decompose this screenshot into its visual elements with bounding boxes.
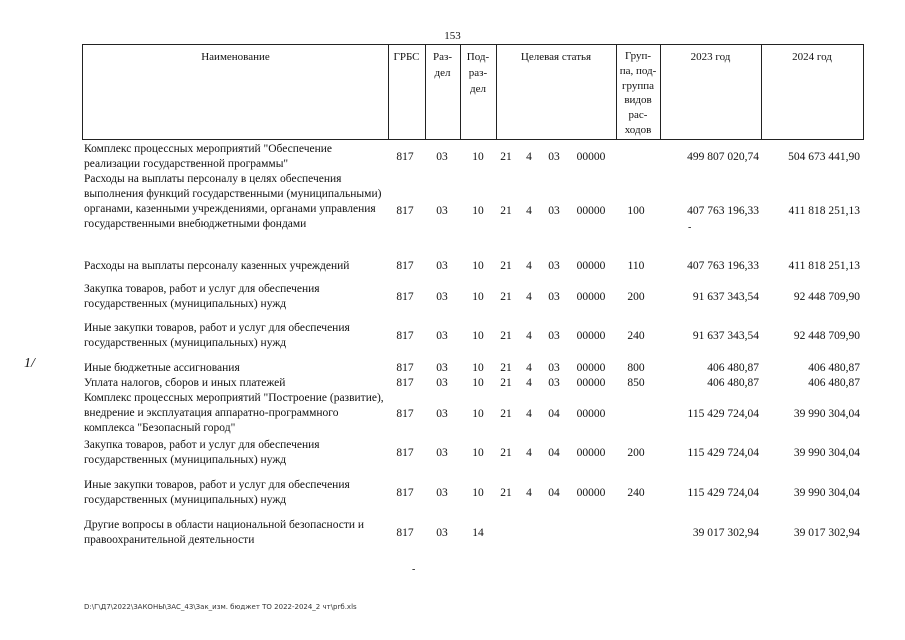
cell-t2: 4 <box>526 487 532 499</box>
header-2024: 2024 год <box>792 51 832 63</box>
cell-y2024: 406 480,87 <box>808 377 860 389</box>
row-name: Закупка товаров, работ и услуг для обеспечения государственных (муниципальных) нужд <box>84 439 320 466</box>
cell-podrazdel: 10 <box>472 487 484 499</box>
cell-y2023: 115 429 724,04 <box>687 487 759 499</box>
cell-t4: 00000 <box>576 377 606 389</box>
cell-y2023: 91 637 343,54 <box>692 330 759 342</box>
cell-t4: 00000 <box>576 362 606 374</box>
row-name: Закупка товаров, работ и услуг для обеспечения государственных (муниципальных) нужд <box>84 283 320 310</box>
cell-t1: 21 <box>500 330 512 342</box>
row-name: Расходы на выплаты персоналу казенных учреждений <box>84 260 350 272</box>
row-name: Комплекс процессных мероприятий "Построение (развитие), внедрение и эксплуатация аппаратно-программного комплекса "Безопасный город" <box>84 392 384 434</box>
cell-t4: 00000 <box>576 330 606 342</box>
header-2023: 2023 год <box>690 51 731 63</box>
cell-podrazdel: 10 <box>472 408 484 420</box>
margin-mark: 1/ <box>24 356 35 371</box>
cell-grbs: 817 <box>396 377 414 389</box>
cell-t3: 03 <box>548 330 560 342</box>
table-row <box>0 518 905 548</box>
cell-y2024: 39 990 304,04 <box>793 408 860 420</box>
cell-t3: 03 <box>548 377 560 389</box>
cell-grbs: 817 <box>396 408 414 420</box>
cell-y2023: 406 480,87 <box>707 362 759 374</box>
cell-group: 200 <box>627 447 645 459</box>
cell-t2: 4 <box>526 362 532 374</box>
cell-t1: 21 <box>500 260 512 272</box>
row-name: Иные закупки товаров, работ и услуг для обеспечения государственных (муниципальных) нужд <box>84 322 350 349</box>
header-podrazdel: Под- раз- дел <box>466 51 490 95</box>
row-name: Иные закупки товаров, работ и услуг для обеспечения государственных (муниципальных) нужд <box>84 479 350 506</box>
cell-podrazdel: 10 <box>472 205 484 217</box>
cell-t1: 21 <box>500 205 512 217</box>
cell-y2023: 91 637 343,54 <box>692 291 759 303</box>
cell-grbs: 817 <box>396 487 414 499</box>
cell-y2023: 407 763 196,33 <box>687 260 759 272</box>
table-row <box>0 172 905 250</box>
cell-t2: 4 <box>526 260 532 272</box>
table-row <box>0 142 905 172</box>
cell-y2023: 115 429 724,04 <box>687 447 759 459</box>
cell-group: 850 <box>627 377 645 389</box>
cell-t2: 4 <box>526 151 532 163</box>
cell-t4: 00000 <box>576 487 606 499</box>
cell-y2024: 92 448 709,90 <box>793 291 860 303</box>
row-name: Расходы на выплаты персоналу в целях обеспечения выполнения функций государственными (муниципальными) органами, казенными учреждениями, органами управления государственными внебюджетными фондами <box>84 173 382 230</box>
cell-y2024: 504 673 441,90 <box>788 151 860 163</box>
cell-t1: 21 <box>500 377 512 389</box>
row-name: Иные бюджетные ассигнования <box>84 362 240 374</box>
cell-t1: 21 <box>500 362 512 374</box>
cell-grbs: 817 <box>396 362 414 374</box>
cell-t1: 21 <box>500 408 512 420</box>
cell-t2: 4 <box>526 447 532 459</box>
cell-t4: 00000 <box>576 291 606 303</box>
cell-t3: 04 <box>548 408 560 420</box>
cell-y2024: 39 017 302,94 <box>793 527 860 539</box>
cell-razdel: 03 <box>436 408 448 420</box>
cell-t3: 03 <box>548 151 560 163</box>
cell-y2024: 92 448 709,90 <box>793 330 860 342</box>
cell-t1: 21 <box>500 487 512 499</box>
cell-y2024: 411 818 251,13 <box>788 260 860 272</box>
cell-grbs: 817 <box>396 447 414 459</box>
cell-y2024: 39 990 304,04 <box>793 447 860 459</box>
table-header <box>82 44 864 140</box>
table-row <box>0 259 905 274</box>
cell-y2023: 406 480,87 <box>707 377 759 389</box>
cell-grbs: 817 <box>396 330 414 342</box>
cell-grbs: 817 <box>396 291 414 303</box>
header-name: Наименование <box>201 51 270 63</box>
cell-t1: 21 <box>500 447 512 459</box>
cell-group: 110 <box>627 260 645 272</box>
cell-t3: 03 <box>548 291 560 303</box>
row-name: Комплекс процессных мероприятий "Обеспечение реализации государственной программы" <box>84 143 333 170</box>
cell-razdel: 03 <box>436 205 448 217</box>
cell-podrazdel: 10 <box>472 447 484 459</box>
cell-razdel: 03 <box>436 487 448 499</box>
table-row <box>0 391 905 437</box>
cell-grbs: 817 <box>396 527 414 539</box>
cell-razdel: 03 <box>436 527 448 539</box>
cell-t3: 03 <box>548 362 560 374</box>
table-row <box>0 438 905 468</box>
cell-razdel: 03 <box>436 260 448 272</box>
table-row <box>0 361 905 376</box>
cell-y2024: 411 818 251,13 <box>788 205 860 217</box>
cell-t3: 03 <box>548 260 560 272</box>
cell-y2023: 407 763 196,33 <box>687 205 759 217</box>
cell-t4: 00000 <box>576 151 606 163</box>
cell-t4: 00000 <box>576 447 606 459</box>
cell-t4: 00000 <box>576 408 606 420</box>
cell-t3: 03 <box>548 205 560 217</box>
cell-t2: 4 <box>526 205 532 217</box>
cell-t4: 00000 <box>576 205 606 217</box>
cell-razdel: 03 <box>436 447 448 459</box>
cell-grbs: 817 <box>396 151 414 163</box>
cell-podrazdel: 10 <box>472 362 484 374</box>
cell-group: 240 <box>627 330 645 342</box>
cell-t2: 4 <box>526 408 532 420</box>
cell-t3: 04 <box>548 487 560 499</box>
cell-t1: 21 <box>500 151 512 163</box>
cell-t2: 4 <box>526 330 532 342</box>
cell-t2: 4 <box>526 291 532 303</box>
cell-t1: 21 <box>500 291 512 303</box>
header-razdel: Раз- дел <box>432 51 452 79</box>
cell-podrazdel: 10 <box>472 260 484 272</box>
cell-razdel: 03 <box>436 377 448 389</box>
table-row <box>0 376 905 391</box>
cell-podrazdel: 10 <box>472 151 484 163</box>
row-name: Уплата налогов, сборов и иных платежей <box>84 377 286 389</box>
cell-y2023: 39 017 302,94 <box>692 527 759 539</box>
cell-razdel: 03 <box>436 330 448 342</box>
cell-podrazdel: 10 <box>472 291 484 303</box>
header-target: Целевая статья <box>520 51 592 63</box>
cell-grbs: 817 <box>396 205 414 217</box>
table-row <box>0 478 905 508</box>
stray-mark: - <box>688 222 692 233</box>
cell-razdel: 03 <box>436 362 448 374</box>
stray-mark: - <box>412 564 416 575</box>
cell-group: 800 <box>627 362 645 374</box>
cell-razdel: 03 <box>436 151 448 163</box>
cell-group: 100 <box>627 205 645 217</box>
cell-t3: 04 <box>548 447 560 459</box>
cell-t4: 00000 <box>576 260 606 272</box>
cell-y2023: 115 429 724,04 <box>687 408 759 420</box>
cell-y2024: 406 480,87 <box>808 362 860 374</box>
page-number: 153 <box>444 30 461 42</box>
cell-podrazdel: 10 <box>472 330 484 342</box>
cell-group: 200 <box>627 291 645 303</box>
table-row <box>0 321 905 351</box>
cell-podrazdel: 14 <box>472 527 484 539</box>
cell-y2023: 499 807 020,74 <box>687 151 759 163</box>
header-group: Груп- па, под- группа видов рас- ходов <box>619 50 657 136</box>
cell-y2024: 39 990 304,04 <box>793 487 860 499</box>
cell-razdel: 03 <box>436 291 448 303</box>
header-grbs: ГРБС <box>393 51 420 63</box>
cell-t2: 4 <box>526 377 532 389</box>
table-row <box>0 282 905 312</box>
cell-group: 240 <box>627 487 645 499</box>
file-path-footer: D:\Г\Д7\2022\ЗАКОНЫ\ЗАС_43\Зак_изм. бюджет ТО 2022-2024_2 чт\рrб.xls <box>84 603 357 611</box>
cell-grbs: 817 <box>396 260 414 272</box>
row-name: Другие вопросы в области национальной безопасности и правоохранительной деятельности <box>84 519 365 546</box>
cell-podrazdel: 10 <box>472 377 484 389</box>
